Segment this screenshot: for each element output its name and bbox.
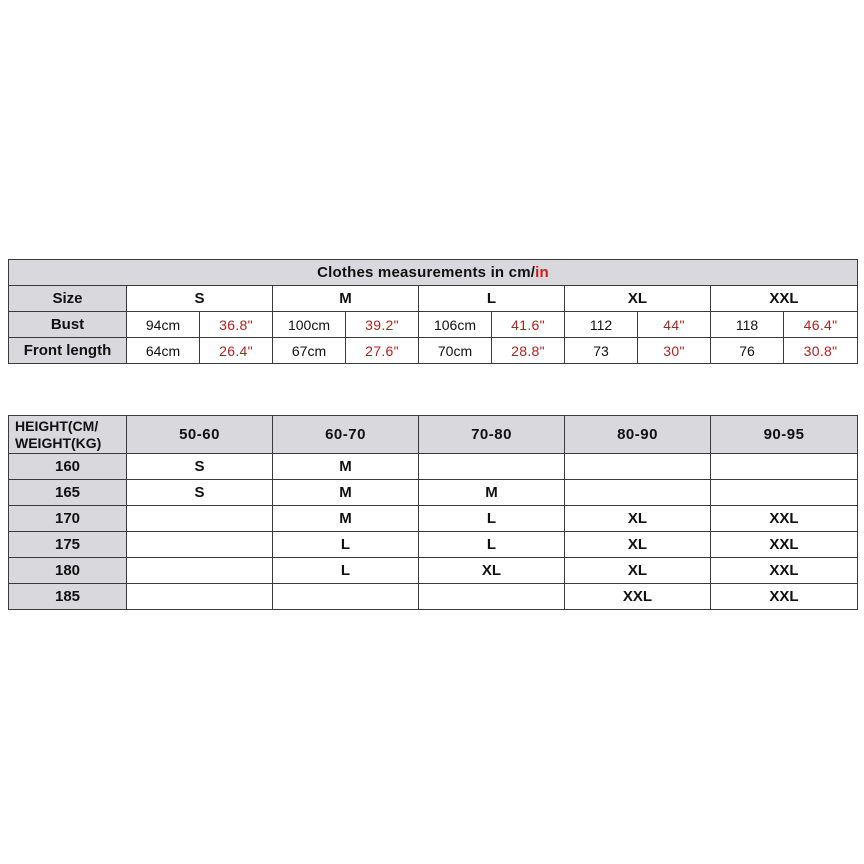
size-cell: S <box>127 480 273 506</box>
size-cell: M <box>419 480 565 506</box>
height-weight-size-table <box>8 415 858 610</box>
size-cell: XXL <box>711 584 858 610</box>
bust-in-l: 41.6" <box>492 312 565 338</box>
size-cell <box>419 454 565 480</box>
size-cell <box>565 454 711 480</box>
size-cell <box>127 584 273 610</box>
size-header-l: L <box>419 286 565 312</box>
bust-cm-xxl: 118 <box>711 312 784 338</box>
size-cell: XXL <box>711 532 858 558</box>
size-label: Size <box>9 286 127 312</box>
front-length-in-s: 26.4" <box>200 338 273 364</box>
front-length-cm-m: 67cm <box>273 338 346 364</box>
size-cell <box>419 584 565 610</box>
front-length-in-xl: 30" <box>638 338 711 364</box>
table-row <box>9 506 858 532</box>
bust-label: Bust <box>9 312 127 338</box>
size-header-m: M <box>273 286 419 312</box>
size-cell: XL <box>565 506 711 532</box>
size-cell: XL <box>565 532 711 558</box>
weight-col-60-70: 60-70 <box>273 416 419 454</box>
bust-cm-l: 106cm <box>419 312 492 338</box>
measurements-title <box>9 260 858 286</box>
size-cell: S <box>127 454 273 480</box>
front-length-cm-l: 70cm <box>419 338 492 364</box>
size-cell: XL <box>565 558 711 584</box>
bust-cm-s: 94cm <box>127 312 200 338</box>
size-cell <box>711 480 858 506</box>
size-header-row <box>9 286 858 312</box>
height-165: 165 <box>9 480 127 506</box>
measurements-title-row <box>9 260 858 286</box>
size-cell: XL <box>419 558 565 584</box>
height-weight-header <box>9 416 127 454</box>
size-cell <box>127 506 273 532</box>
size-cell: M <box>273 454 419 480</box>
height-170: 170 <box>9 506 127 532</box>
size-cell: M <box>273 480 419 506</box>
table-row <box>9 532 858 558</box>
weight-col-90-95: 90-95 <box>711 416 858 454</box>
table-row <box>9 454 858 480</box>
size-cell: XXL <box>565 584 711 610</box>
weight-col-70-80: 70-80 <box>419 416 565 454</box>
table-row <box>9 558 858 584</box>
front-length-in-l: 28.8" <box>492 338 565 364</box>
height-180: 180 <box>9 558 127 584</box>
size-header-xl: XL <box>565 286 711 312</box>
measurements-table <box>8 259 858 364</box>
front-length-in-m: 27.6" <box>346 338 419 364</box>
bust-in-xxl: 46.4" <box>784 312 858 338</box>
front-length-cm-s: 64cm <box>127 338 200 364</box>
size-cell <box>711 454 858 480</box>
size-cell <box>565 480 711 506</box>
size-cell <box>127 558 273 584</box>
size-cell: M <box>273 506 419 532</box>
table-row <box>9 584 858 610</box>
height-185: 185 <box>9 584 127 610</box>
measurements-title-prefix: Clothes measurements in cm/ <box>317 264 536 281</box>
size-cell <box>127 532 273 558</box>
size-cell: XXL <box>711 558 858 584</box>
weight-col-80-90: 80-90 <box>565 416 711 454</box>
front-length-in-xxl: 30.8" <box>784 338 858 364</box>
size-cell: L <box>419 506 565 532</box>
bust-cm-m: 100cm <box>273 312 346 338</box>
front-length-row <box>9 338 858 364</box>
size-cell: XXL <box>711 506 858 532</box>
size-cell: L <box>273 532 419 558</box>
size-cell: L <box>419 532 565 558</box>
weight-header-text: WEIGHT(KG) <box>15 434 102 451</box>
size-header-xxl: XXL <box>711 286 858 312</box>
table-row <box>9 480 858 506</box>
height-header-text: HEIGHT(CM/ <box>15 417 99 434</box>
height-175: 175 <box>9 532 127 558</box>
size-cell: L <box>273 558 419 584</box>
bust-in-m: 39.2" <box>346 312 419 338</box>
front-length-cm-xl: 73 <box>565 338 638 364</box>
front-length-cm-xxl: 76 <box>711 338 784 364</box>
bust-in-xl: 44" <box>638 312 711 338</box>
height-160: 160 <box>9 454 127 480</box>
measurements-title-unit: in <box>535 264 549 281</box>
size-cell <box>273 584 419 610</box>
weight-header-row <box>9 416 858 454</box>
bust-in-s: 36.8" <box>200 312 273 338</box>
weight-col-50-60: 50-60 <box>127 416 273 454</box>
front-length-label: Front length <box>9 338 127 364</box>
bust-row <box>9 312 858 338</box>
bust-cm-xl: 112 <box>565 312 638 338</box>
size-header-s: S <box>127 286 273 312</box>
